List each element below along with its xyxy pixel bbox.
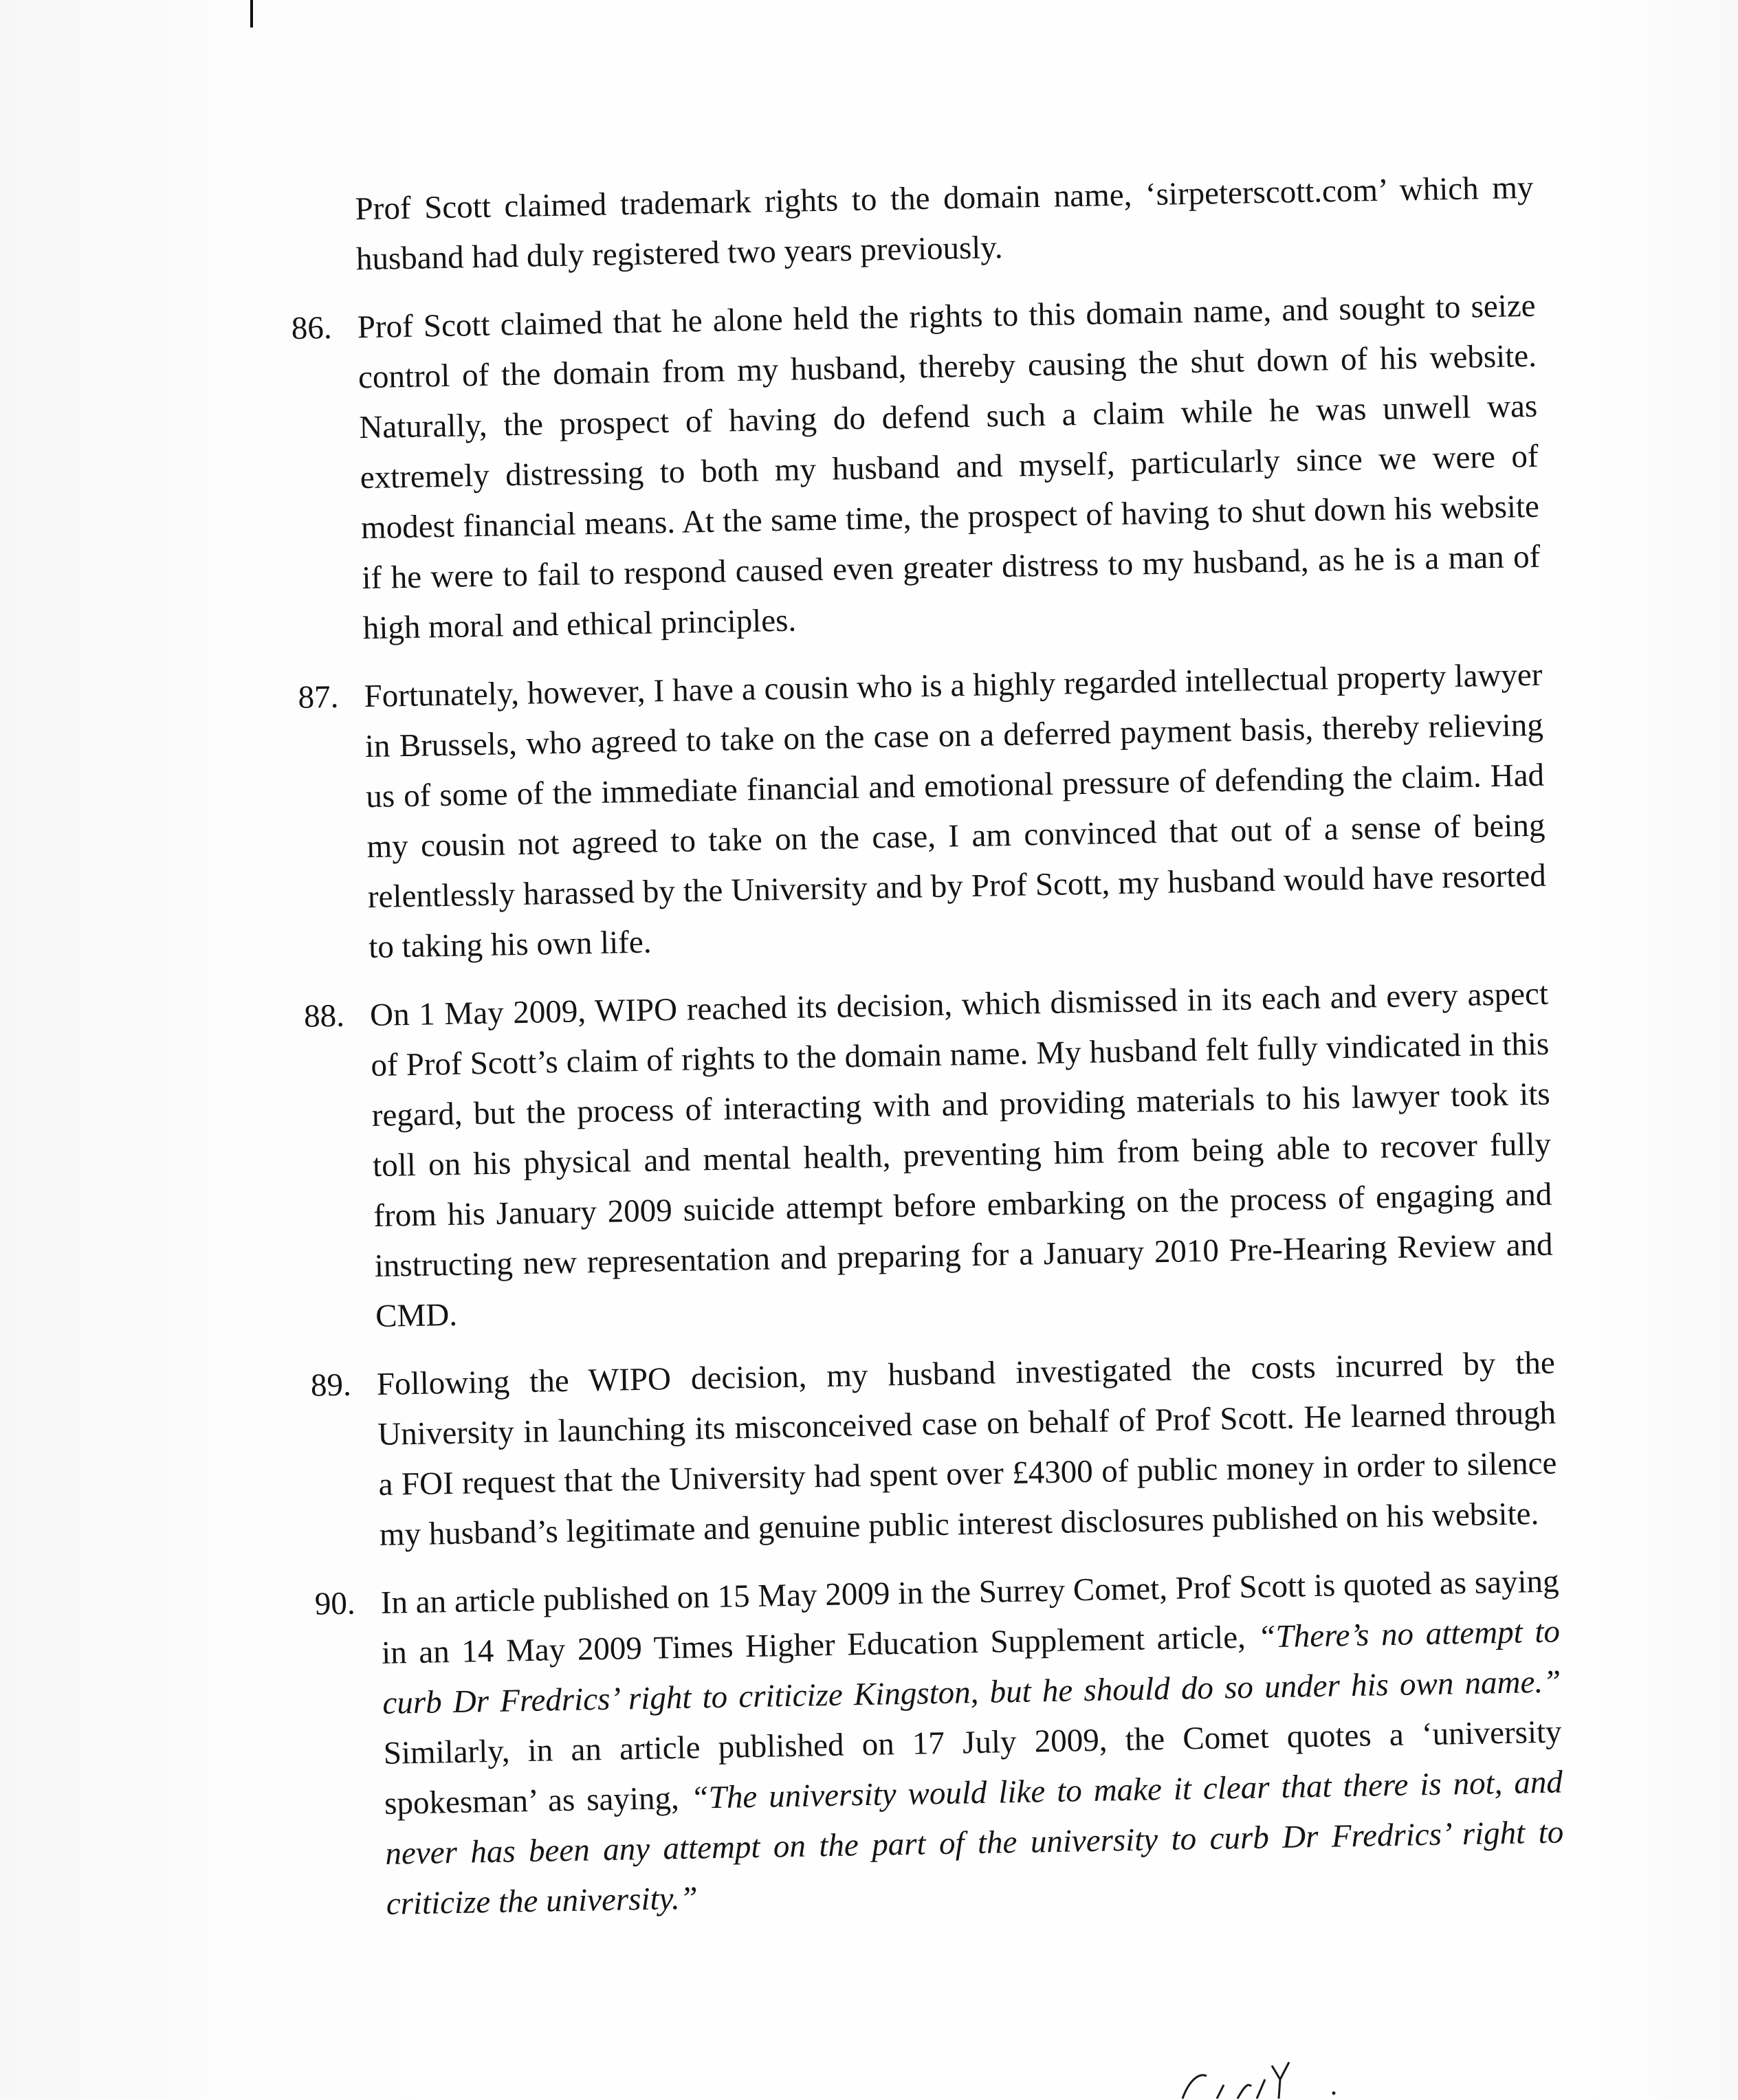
- paragraph-87: [298, 650, 1548, 974]
- quote-thes: “There’s no attempt to curb Dr Fredrics’ right to criticize Kingston, but he should do so under his own name.”: [382, 1613, 1561, 1721]
- paragraph-number: 87.: [298, 678, 339, 716]
- paragraph-number: 90.: [314, 1585, 356, 1622]
- document-body: [289, 163, 1565, 1949]
- paragraph-89: [310, 1338, 1558, 1562]
- paragraph-number: 89.: [310, 1367, 352, 1404]
- paragraph-text: Similarly, in an article published on 17 July 2009, the Comet quotes a ‘university spokesman’ as saying,: [383, 1714, 1563, 1822]
- paragraph-continuation: Prof Scott claimed trademark rights to the domain name, ‘sirpeterscott.com’ which my husband had duly registered two years previously.: [355, 169, 1534, 278]
- paragraph-text: Prof Scott claimed that he alone held the rights to this domain name, and sought to seize control of the domain from my husband, thereby causing the shut down of his website. Naturally, the prospect of having do defend such a claim while he was unwell was extremely distressing to both my husband and myself, particularly since we were of modest financial means. At the same time, the prospect of having to shut down his website if he were to fail to respond caused even greater distress to my husband, as he is a man of high moral and ethical principles.: [357, 287, 1541, 647]
- paragraph-86: [291, 281, 1541, 655]
- paragraph-text: Fortunately, however, I have a cousin who is a highly regarded intellectual property lawyer in Brussels, who agreed to take on the case on a deferred payment basis, thereby relieving us of some of the immediate financial and emotional pressure of defending the claim. Had my cousin not agreed to take on the case, I am convinced that out of a sense of being relentlessly harassed by the University and by Prof Scott, my husband would have resorted to taking his own life.: [364, 656, 1547, 966]
- paragraph-number: 86.: [291, 309, 333, 346]
- paragraph-88: [303, 969, 1554, 1343]
- paragraph-text: Following the WIPO decision, my husband investigated the costs incurred by the University in launching its misconceived case on behalf of Prof Scott. He learned through a FOI request that the University had spent over £4300 of public money in order to silence my husband’s legitimate and genuine public interest disclosures published on his website.: [376, 1345, 1557, 1553]
- paragraph-text: In an article published on 15 May 2009 in the Surrey Comet, Prof Scott is quoted as saying in an 14 May 2009 Times Higher Education Supplement article,: [380, 1563, 1559, 1671]
- paragraph-text: On 1 May 2009, WIPO reached its decision, which dismissed in its each and every aspect of Prof Scott’s claim of rights to the domain name. My husband felt fully vindicated in this regard, but the process of interacting with and providing materials to his lawyer took its toll on his physical and mental health, preventing him from being able to recover fully from his January 2009 suicide attempt before embarking on the process of engaging and instructing new representation and preparing for a January 2010 Pre-Hearing Review and CMD.: [369, 975, 1554, 1334]
- scan-edge-mark: [250, 0, 253, 27]
- quote-university-spokesman: “The university would like to make it clear that there is not, and never has been any attempt on the part of the university to curb Dr Fredrics’ right to criticize the university.”: [385, 1764, 1564, 1922]
- paragraph-number: 88.: [303, 997, 345, 1035]
- signature-icon: [1169, 2059, 1375, 2100]
- paragraph-90: [314, 1556, 1565, 1930]
